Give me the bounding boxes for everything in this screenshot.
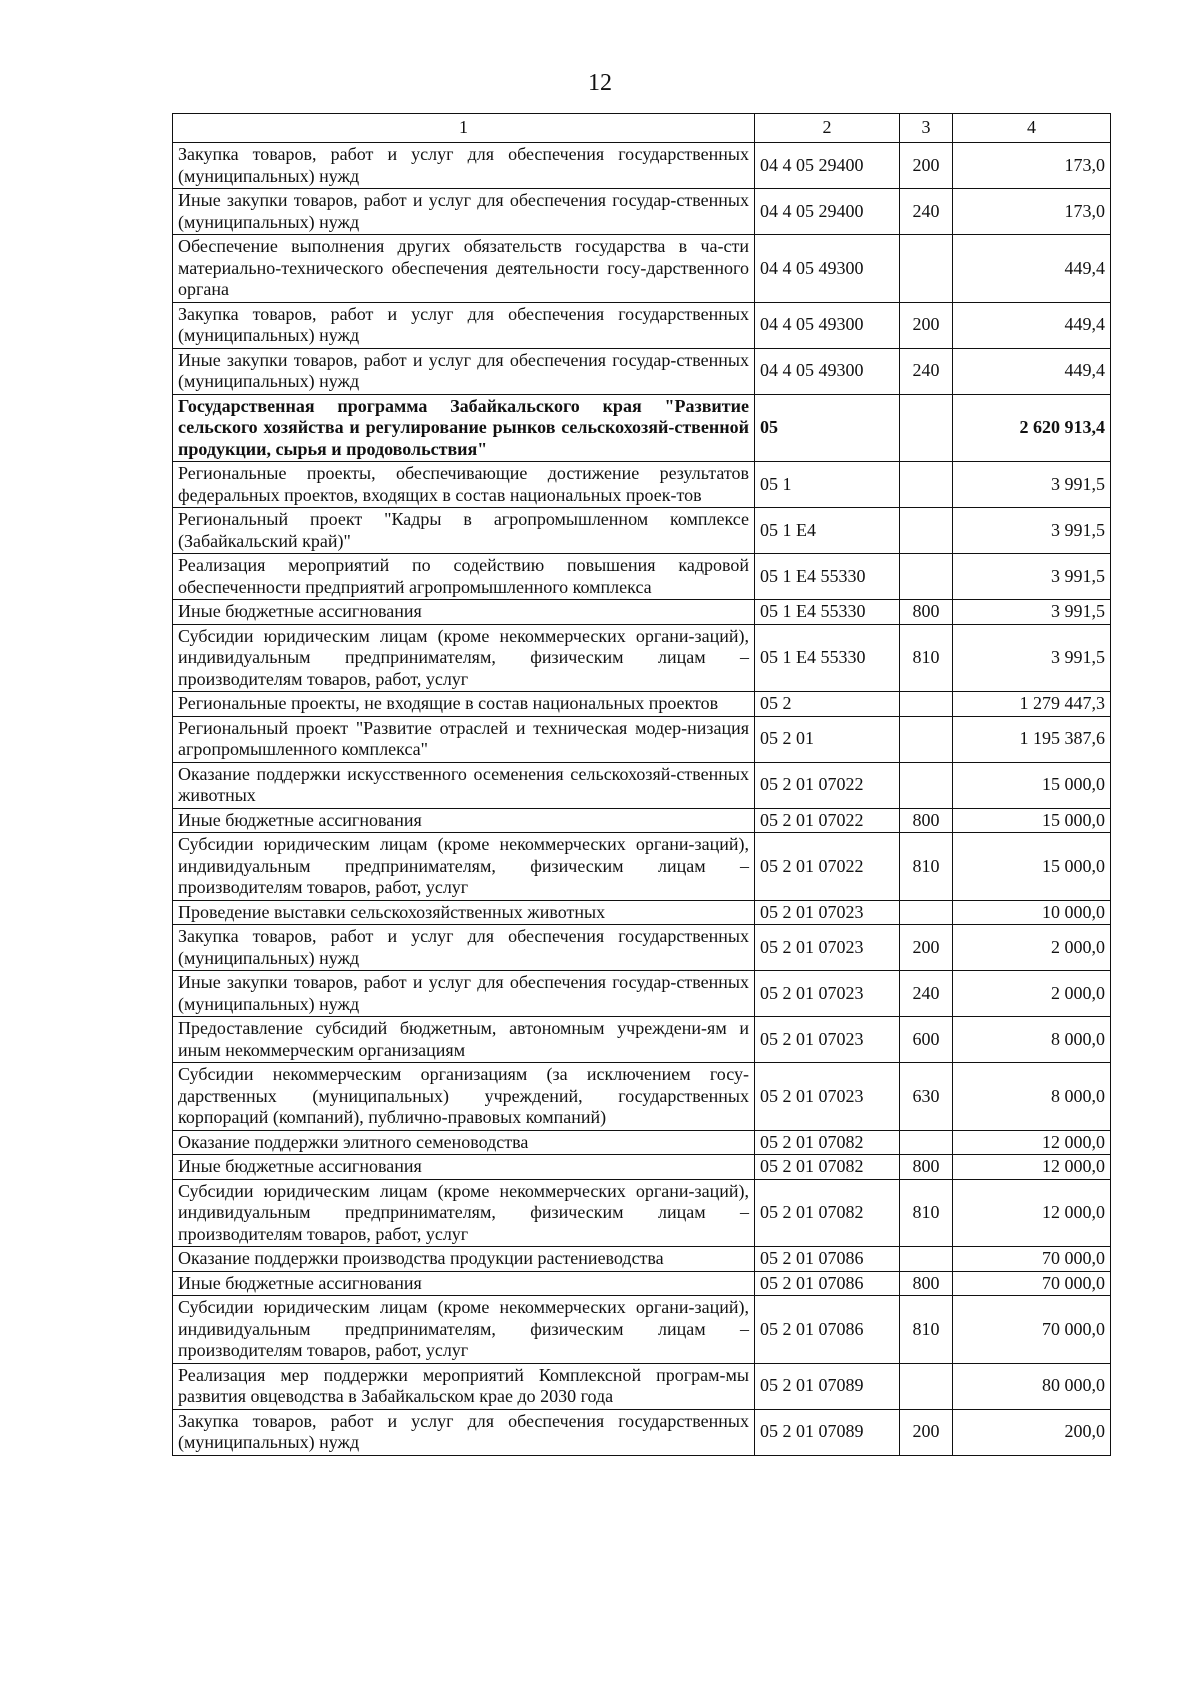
cell-name: Иные бюджетные ассигнования: [173, 808, 755, 833]
table-row: [173, 1296, 1111, 1364]
cell-code: 05 2 01 07082: [755, 1130, 900, 1155]
cell-amount: 1 195 387,6: [953, 716, 1111, 762]
cell-name: Оказание поддержки производства продукции растениеводства: [173, 1247, 755, 1272]
cell-type: 200: [900, 1409, 953, 1455]
cell-type: [900, 716, 953, 762]
cell-type: 800: [900, 1271, 953, 1296]
cell-name: Региональный проект "Развитие отраслей и техническая модер-низация агропромышленного комплекса": [173, 716, 755, 762]
cell-type: [900, 1363, 953, 1409]
cell-amount: 70 000,0: [953, 1296, 1111, 1364]
cell-type: 810: [900, 1179, 953, 1247]
table-row: [173, 925, 1111, 971]
cell-type: 800: [900, 808, 953, 833]
cell-amount: 12 000,0: [953, 1130, 1111, 1155]
table-row: [173, 1247, 1111, 1272]
cell-name: Оказание поддержки искусственного осеменения сельскохозяй-ственных животных: [173, 762, 755, 808]
cell-code: 05 2 01 07086: [755, 1247, 900, 1272]
cell-type: 810: [900, 624, 953, 692]
cell-type: [900, 394, 953, 462]
cell-code: 05 2 01 07023: [755, 1017, 900, 1063]
table-row: [173, 971, 1111, 1017]
cell-code: 05 1 Е4 55330: [755, 600, 900, 625]
table-row: [173, 1363, 1111, 1409]
cell-code: 05 1: [755, 462, 900, 508]
cell-name: Обеспечение выполнения других обязательств государства в ча-сти материально-технического обеспечения деятельности госу-дарственного органа: [173, 235, 755, 303]
table-row: [173, 716, 1111, 762]
cell-name: Иные закупки товаров, работ и услуг для обеспечения государ-ственных (муниципальных) нужд: [173, 971, 755, 1017]
table-row: [173, 462, 1111, 508]
cell-amount: 70 000,0: [953, 1247, 1111, 1272]
cell-type: 810: [900, 833, 953, 901]
cell-name: Закупка товаров, работ и услуг для обеспечения государственных (муниципальных) нужд: [173, 1409, 755, 1455]
cell-type: [900, 1130, 953, 1155]
cell-name: Субсидии юридическим лицам (кроме некоммерческих органи-заций), индивидуальным предпринимателям, физическим лицам – производителям товаров, работ, услуг: [173, 624, 755, 692]
cell-type: 600: [900, 1017, 953, 1063]
table-row: [173, 1017, 1111, 1063]
cell-type: [900, 462, 953, 508]
cell-type: 240: [900, 971, 953, 1017]
cell-type: [900, 900, 953, 925]
table-row: [173, 1063, 1111, 1131]
table-header-row: [173, 114, 1111, 143]
table-row: [173, 624, 1111, 692]
cell-amount: 80 000,0: [953, 1363, 1111, 1409]
column-header-name: 1: [173, 114, 755, 143]
cell-name: Предоставление субсидий бюджетным, автономным учреждени-ям и иным некоммерческим организациям: [173, 1017, 755, 1063]
table-row: [173, 508, 1111, 554]
cell-type: [900, 508, 953, 554]
cell-name: Субсидии некоммерческим организациям (за исключением госу-дарственных (муниципальных) учреждений, государственных корпораций (компаний), публично-правовых компаний): [173, 1063, 755, 1131]
cell-code: 05 2 01 07089: [755, 1409, 900, 1455]
cell-type: 630: [900, 1063, 953, 1131]
cell-amount: 15 000,0: [953, 808, 1111, 833]
table-row: [173, 692, 1111, 717]
cell-amount: 12 000,0: [953, 1179, 1111, 1247]
cell-type: 200: [900, 302, 953, 348]
table-row: [173, 762, 1111, 808]
cell-name: Закупка товаров, работ и услуг для обеспечения государственных (муниципальных) нужд: [173, 925, 755, 971]
cell-code: 05 2 01 07023: [755, 1063, 900, 1131]
cell-type: [900, 762, 953, 808]
cell-code: 05 2 01: [755, 716, 900, 762]
table-row: [173, 235, 1111, 303]
cell-code: 05 2 01 07023: [755, 900, 900, 925]
cell-code: 05 1 Е4: [755, 508, 900, 554]
table-row: [173, 900, 1111, 925]
cell-amount: 8 000,0: [953, 1063, 1111, 1131]
cell-code: 04 4 05 29400: [755, 143, 900, 189]
cell-amount: 3 991,5: [953, 462, 1111, 508]
cell-code: 04 4 05 49300: [755, 302, 900, 348]
cell-code: 04 4 05 29400: [755, 189, 900, 235]
cell-type: 200: [900, 143, 953, 189]
cell-name: Реализация мер поддержки мероприятий Комплексной програм-мы развития овцеводства в Забайкальском крае до 2030 года: [173, 1363, 755, 1409]
cell-name: Закупка товаров, работ и услуг для обеспечения государственных (муниципальных) нужд: [173, 302, 755, 348]
cell-name: Региональный проект "Кадры в агропромышленном комплексе (Забайкальский край)": [173, 508, 755, 554]
cell-amount: 449,4: [953, 348, 1111, 394]
cell-amount: 3 991,5: [953, 600, 1111, 625]
cell-amount: 15 000,0: [953, 762, 1111, 808]
table-row: [173, 1155, 1111, 1180]
cell-name: Региональные проекты, обеспечивающие достижение результатов федеральных проектов, входящих в состав национальных проек-тов: [173, 462, 755, 508]
cell-amount: 1 279 447,3: [953, 692, 1111, 717]
table-row: [173, 348, 1111, 394]
cell-amount: 10 000,0: [953, 900, 1111, 925]
cell-amount: 3 991,5: [953, 554, 1111, 600]
cell-code: 05 1 Е4 55330: [755, 554, 900, 600]
table-row: [173, 1130, 1111, 1155]
cell-code: 05 2 01 07089: [755, 1363, 900, 1409]
cell-name: Иные бюджетные ассигнования: [173, 600, 755, 625]
cell-code: 05: [755, 394, 900, 462]
table-row: [173, 554, 1111, 600]
table-row: [173, 600, 1111, 625]
cell-amount: 173,0: [953, 143, 1111, 189]
cell-amount: 449,4: [953, 302, 1111, 348]
cell-type: 810: [900, 1296, 953, 1364]
cell-name: Иные бюджетные ассигнования: [173, 1271, 755, 1296]
table-row: [173, 1409, 1111, 1455]
page-number: 12: [588, 70, 612, 96]
cell-type: [900, 554, 953, 600]
cell-type: [900, 235, 953, 303]
cell-code: 05 2 01 07022: [755, 808, 900, 833]
cell-code: 05 2 01 07023: [755, 971, 900, 1017]
cell-code: 05 1 Е4 55330: [755, 624, 900, 692]
cell-name: Иные бюджетные ассигнования: [173, 1155, 755, 1180]
cell-type: 200: [900, 925, 953, 971]
table-row: [173, 143, 1111, 189]
column-header-amount: 4: [953, 114, 1111, 143]
cell-amount: 15 000,0: [953, 833, 1111, 901]
cell-name: Субсидии юридическим лицам (кроме некоммерческих органи-заций), индивидуальным предпринимателям, физическим лицам – производителям товаров, работ, услуг: [173, 1296, 755, 1364]
cell-code: 05 2: [755, 692, 900, 717]
cell-type: [900, 692, 953, 717]
cell-name: Закупка товаров, работ и услуг для обеспечения государственных (муниципальных) нужд: [173, 143, 755, 189]
cell-name: Субсидии юридическим лицам (кроме некоммерческих органи-заций), индивидуальным предпринимателям, физическим лицам – производителям товаров, работ, услуг: [173, 833, 755, 901]
cell-amount: 173,0: [953, 189, 1111, 235]
cell-amount: 449,4: [953, 235, 1111, 303]
cell-code: 05 2 01 07022: [755, 833, 900, 901]
cell-code: 05 2 01 07022: [755, 762, 900, 808]
budget-table: [172, 113, 1111, 1456]
cell-amount: 2 000,0: [953, 925, 1111, 971]
cell-name: Государственная программа Забайкальского края "Развитие сельского хозяйства и регулирование рынков сельскохозяй-ственной продукции, сырья и продовольствия": [173, 394, 755, 462]
table-row: [173, 833, 1111, 901]
cell-amount: 3 991,5: [953, 624, 1111, 692]
cell-amount: 2 000,0: [953, 971, 1111, 1017]
cell-amount: 3 991,5: [953, 508, 1111, 554]
cell-name: Иные закупки товаров, работ и услуг для обеспечения государ-ственных (муниципальных) нужд: [173, 348, 755, 394]
cell-name: Оказание поддержки элитного семеноводства: [173, 1130, 755, 1155]
cell-name: Региональные проекты, не входящие в состав национальных проектов: [173, 692, 755, 717]
cell-type: 800: [900, 1155, 953, 1180]
table-row: [173, 189, 1111, 235]
cell-code: 05 2 01 07086: [755, 1271, 900, 1296]
cell-name: Иные закупки товаров, работ и услуг для обеспечения государ-ственных (муниципальных) нужд: [173, 189, 755, 235]
table-row: [173, 1271, 1111, 1296]
cell-code: 04 4 05 49300: [755, 348, 900, 394]
cell-name: Реализация мероприятий по содействию повышения кадровой обеспеченности предприятий агропромышленного комплекса: [173, 554, 755, 600]
cell-name: Проведение выставки сельскохозяйственных животных: [173, 900, 755, 925]
table-row: [173, 394, 1111, 462]
cell-amount: 8 000,0: [953, 1017, 1111, 1063]
cell-amount: 200,0: [953, 1409, 1111, 1455]
column-header-type: 3: [900, 114, 953, 143]
cell-code: 05 2 01 07082: [755, 1179, 900, 1247]
cell-type: 240: [900, 189, 953, 235]
cell-type: [900, 1247, 953, 1272]
cell-code: 04 4 05 49300: [755, 235, 900, 303]
cell-name: Субсидии юридическим лицам (кроме некоммерческих органи-заций), индивидуальным предпринимателям, физическим лицам – производителям товаров, работ, услуг: [173, 1179, 755, 1247]
column-header-code: 2: [755, 114, 900, 143]
table-row: [173, 302, 1111, 348]
cell-amount: 12 000,0: [953, 1155, 1111, 1180]
table-row: [173, 808, 1111, 833]
cell-type: 240: [900, 348, 953, 394]
cell-amount: 2 620 913,4: [953, 394, 1111, 462]
cell-amount: 70 000,0: [953, 1271, 1111, 1296]
table-row: [173, 1179, 1111, 1247]
cell-code: 05 2 01 07086: [755, 1296, 900, 1364]
cell-code: 05 2 01 07023: [755, 925, 900, 971]
cell-type: 800: [900, 600, 953, 625]
cell-code: 05 2 01 07082: [755, 1155, 900, 1180]
